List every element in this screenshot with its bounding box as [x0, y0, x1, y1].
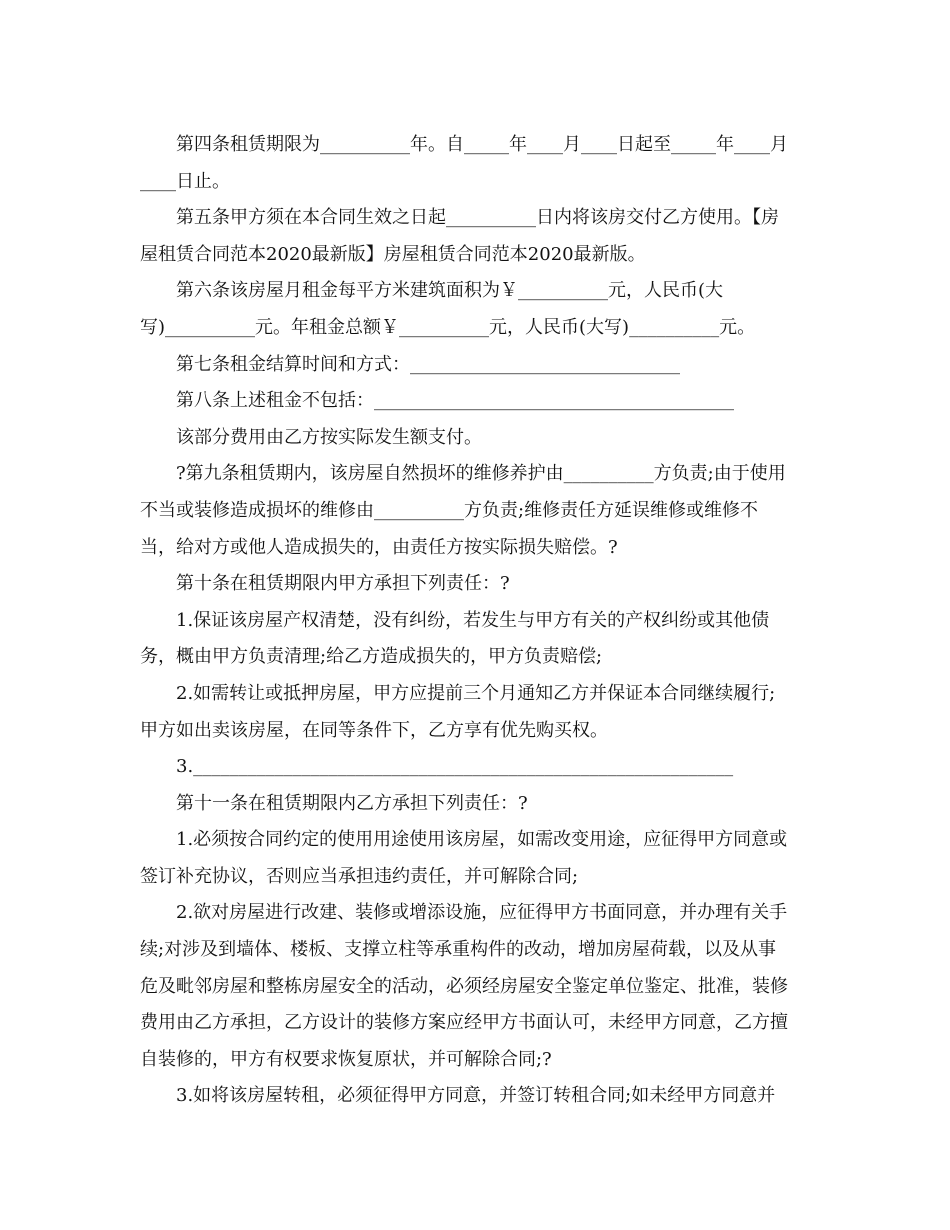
text-line: 务，概由甲方负责清理;给乙方造成损失的，甲方负责赔偿; — [140, 646, 603, 668]
text-line: 第十一条在租赁期限内乙方承担下列责任：? — [140, 792, 528, 814]
text-line: 自装修的，甲方有权要求恢复原状，并可解除合同;? — [140, 1048, 552, 1070]
text-line: 甲方如出卖该房屋，在同等条件下，乙方享有优先购买权。 — [140, 719, 608, 741]
text-line: 第五条甲方须在本合同生效之日起__________日内将该房交付乙方使用。【房 — [140, 207, 779, 229]
text-line: 不当或装修造成损坏的维修由__________方负责;维修责任方延误维修或维修不 — [140, 499, 759, 521]
text-line: 签订补充协议，否则应当承担违约责任，并可解除合同; — [140, 865, 579, 887]
text-line: ____日止。 — [140, 170, 230, 192]
text-line: 第八条上述租金不包括：________________________________________ — [140, 390, 734, 412]
document-body — [140, 127, 820, 1115]
text-line: 第十条在租赁期限内甲方承担下列责任：? — [140, 573, 510, 595]
text-line: 2.如需转让或抵押房屋，甲方应提前三个月通知乙方并保证本合同继续履行; — [140, 682, 776, 704]
article-6 — [140, 273, 820, 346]
text-line: 3.____________________________________________________________ — [140, 756, 734, 778]
text-line: 危及毗邻房屋和整栋房屋安全的活动，必须经房屋安全鉴定单位鉴定、批准，装修 — [140, 975, 788, 997]
text-line: ?第九条租赁期内，该房屋自然损坏的维修养护由__________方负责;由于使用 — [140, 463, 786, 485]
article-9 — [140, 456, 820, 566]
text-line: 第四条租赁期限为__________年。自_____年____月____日起至_____年____月 — [140, 134, 788, 155]
text-line: 费用由乙方承担，乙方设计的装修方案应经甲方书面认可，未经甲方同意，乙方擅 — [140, 1012, 788, 1034]
text-line: 第六条该房屋月租金每平方米建筑面积为￥__________元，人民币(大 — [140, 280, 724, 302]
text-line: 第七条租金结算时间和方式：______________________________ — [140, 353, 680, 375]
text-line: 1.必须按合同约定的使用用途使用该房屋，如需改变用途，应征得甲方同意或 — [140, 829, 788, 851]
text-line: 续;对涉及到墙体、楼板、支撑立柱等承重构件的改动，增加房屋荷载，以及从事 — [140, 939, 777, 961]
article-4 — [140, 127, 820, 200]
article-7 — [140, 347, 820, 384]
text-line: 该部分费用由乙方按实际发生额支付。 — [140, 426, 482, 448]
text-line: 写)__________元。年租金总额￥__________元，人民币(大写)__________元。 — [140, 316, 756, 338]
article-8 — [140, 383, 820, 456]
text-line: 当，给对方或他人造成损失的，由责任方按实际损失赔偿。? — [140, 536, 618, 558]
article-5 — [140, 200, 820, 273]
text-line: 1.保证该房屋产权清楚，没有纠纷，若发生与甲方有关的产权纠纷或其他债 — [140, 609, 770, 631]
text-line: 2.欲对房屋进行改建、装修或增添设施，应征得甲方书面同意，并办理有关手 — [140, 902, 788, 924]
text-line: 屋租赁合同范本2020最新版】房屋租赁合同范本2020最新版。 — [140, 243, 646, 265]
article-10 — [140, 566, 820, 786]
article-11 — [140, 786, 820, 1115]
text-line: 3.如将该房屋转租，必须征得甲方同意，并签订转租合同;如未经甲方同意并 — [140, 1085, 776, 1107]
